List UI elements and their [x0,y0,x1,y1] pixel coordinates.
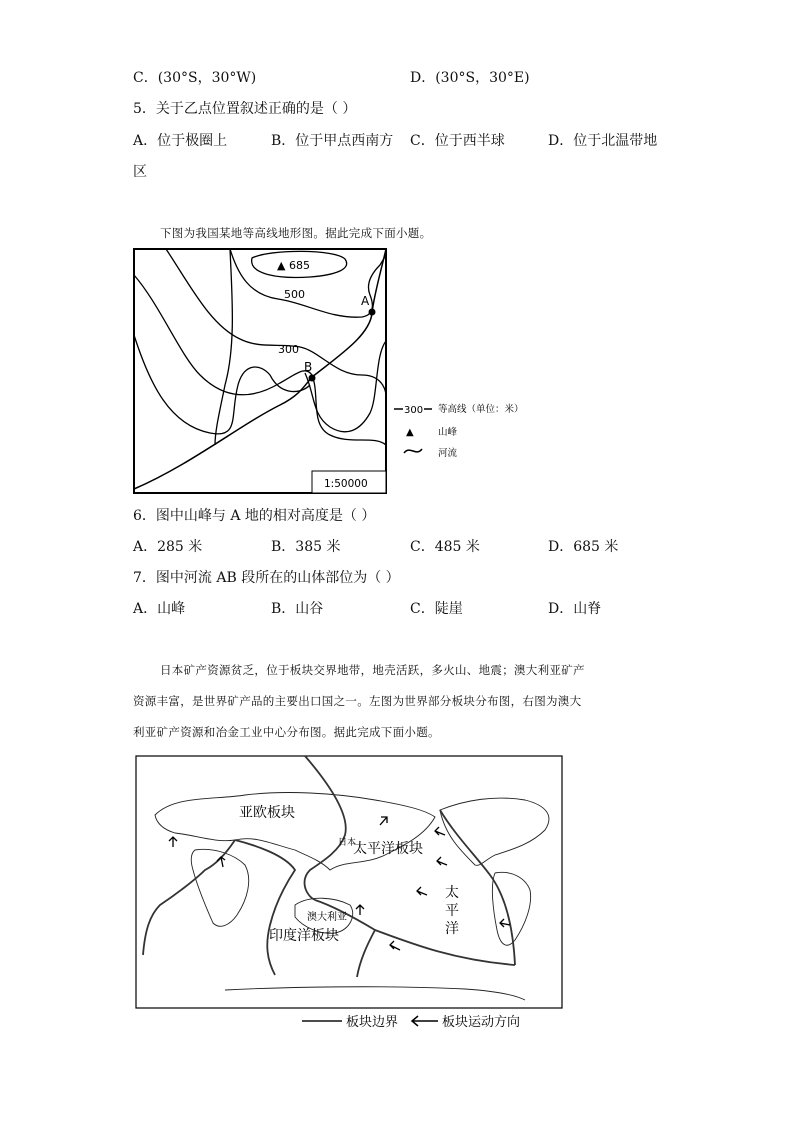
japan-label: 日本 [338,838,357,848]
legend-peak-label: 山峰 [438,427,458,438]
q4-option-d: D．(30°S，30°E) [410,70,530,86]
q7-option-c: C．陡崖 [410,601,463,617]
point-a-label: A [361,294,370,308]
q6-option-d: D．685 米 [548,539,619,555]
q6-option-a: A．285 米 [133,539,203,555]
q5-option-d-continued: 区 [133,164,147,180]
plate-map [135,755,565,1011]
plate-map-frame [136,756,562,1008]
q5-stem: 5．关于乙点位置叙述正确的是（ ） [133,101,357,117]
q5-option-c: C．位于西半球 [410,133,505,149]
legend-boundary-label: 板块边界 [346,1015,399,1030]
q7-stem: 7．图中河流 AB 段所在的山体部位为（ ） [133,570,400,586]
legend-contour-label: 等高线（单位：米） [438,404,524,415]
point-a-marker [369,309,376,316]
plates-intro-line-3: 利亚矿产资源和冶金工业中心分布图。据此完成下面小题。 [133,725,440,739]
q7-option-a: A．山峰 [133,601,186,617]
indian-plate-label: 印度洋板块 [269,928,339,944]
legend-river-icon [404,449,422,453]
contour-map [130,245,530,497]
legend-direction-arrow [412,1016,438,1026]
contour-map-frame [134,249,386,493]
q5-option-d: D．位于北温带地 [548,133,658,149]
scale-label: 1:50000 [324,478,368,490]
legend-contour-value: 300 [404,405,424,416]
point-b-label: B [304,360,313,374]
plates-intro-line-2: 资源丰富，是世界矿产品的主要出口国之一。左图为世界部分板块分布图，右图为澳大 [133,694,582,708]
contour-300-label: 300 [278,343,299,356]
pacific-ocean-char-2: 平 [445,903,459,919]
q7-option-b: B．山谷 [271,601,324,617]
plates-intro-line-1: 日本矿产资源贫乏，位于板块交界地带，地壳活跃，多火山、地震；澳大利亚矿产 [160,663,585,677]
legend-direction-label: 板块运动方向 [442,1015,521,1030]
pacific-plate-label: 太平洋板块 [353,841,423,857]
q4-option-c: C．(30°S，30°W) [133,70,257,86]
contour-intro: 下图为我国某地等高线地形图。据此完成下面小题。 [160,226,432,240]
eurasian-plate-label: 亚欧板块 [239,805,295,821]
q6-option-c: C．485 米 [410,539,480,555]
q7-option-d: D．山脊 [548,601,602,617]
legend-river-label: 河流 [438,448,458,459]
q5-option-a: A．位于极圈上 [133,133,228,149]
point-b-marker [309,375,316,382]
contour-500-label: 500 [284,288,305,301]
q5-option-b: B．位于甲点西南方 [271,133,394,149]
q6-option-b: B．385 米 [271,539,341,555]
peak-label: ▲ 685 [277,259,310,272]
australia-label: 澳大利亚 [307,912,347,923]
plate-map-legend [300,1011,550,1031]
q6-stem: 6．图中山峰与 A 地的相对高度是（ ） [133,508,376,524]
pacific-ocean-char-1: 太 [445,885,459,901]
legend-peak-icon: ▲ [406,427,414,438]
pacific-ocean-char-3: 洋 [445,921,459,937]
